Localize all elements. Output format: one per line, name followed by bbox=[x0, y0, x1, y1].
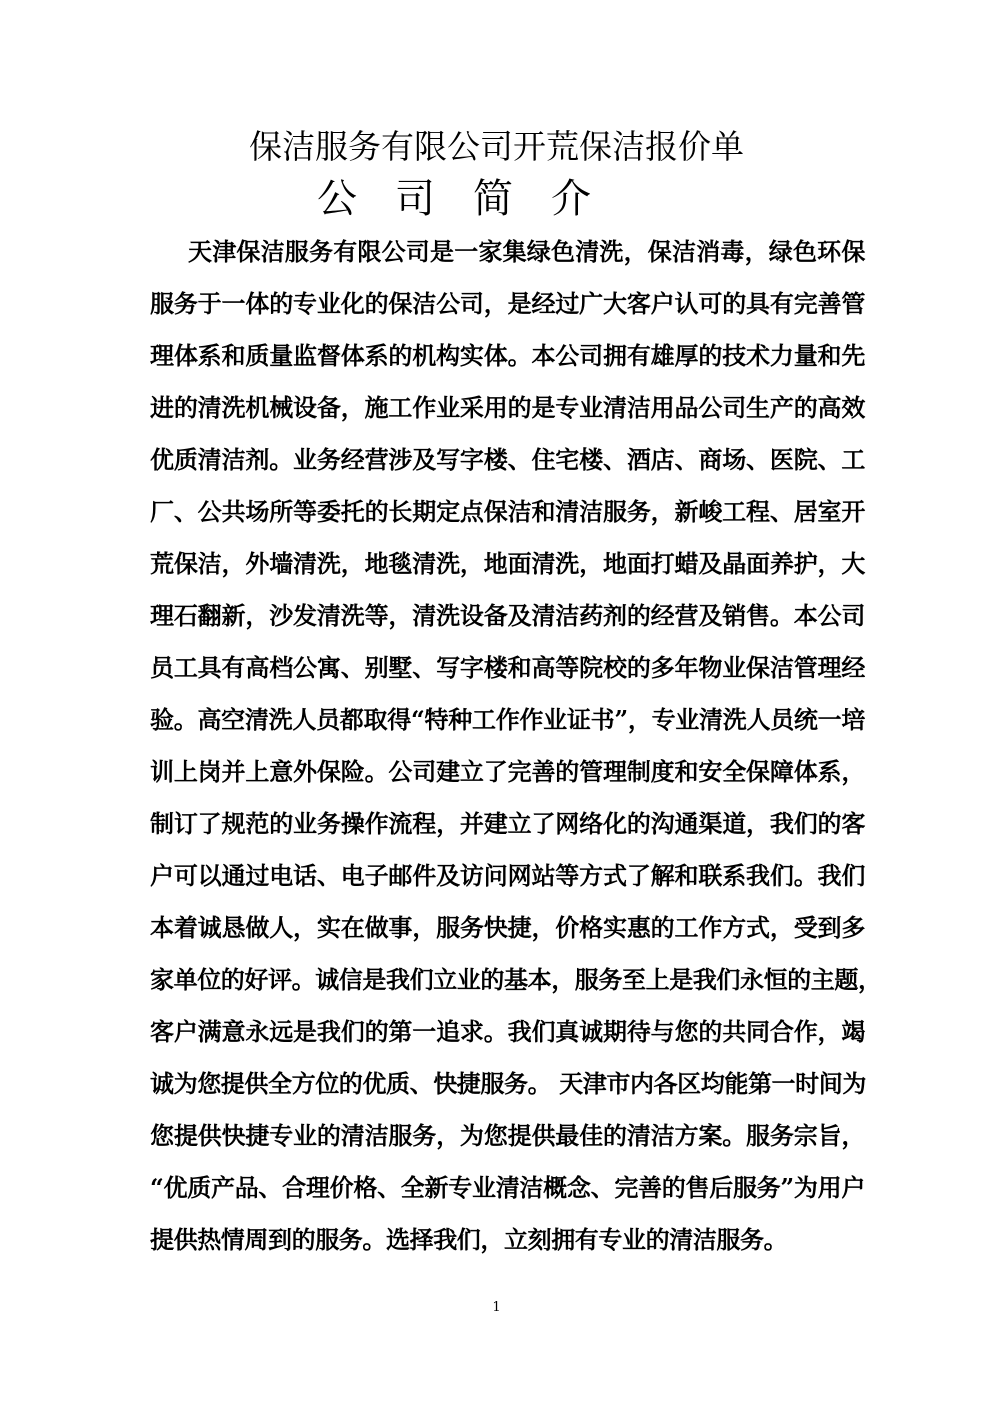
body-line: 理体系和质量监督体系的机构实体。本公司拥有雄厚的技术力量和先 bbox=[150, 341, 865, 370]
body-line: 诚为您提供全方位的优质、快捷服务。 天津市内各区均能第一时间为 bbox=[150, 1069, 866, 1098]
body-line: 荒保洁，外墙清洗，地毯清洗，地面清洗，地面打蜡及晶面养护，大 bbox=[150, 549, 865, 578]
body-line: “优质产品、合理价格、全新专业清洁概念、完善的售后服务”为用户 bbox=[150, 1173, 865, 1202]
body-line: 进的清洗机械设备，施工作业采用的是专业清洁用品公司生产的高效 bbox=[150, 393, 865, 422]
body-line: 天津保洁服务有限公司是一家集绿色清洗，保洁消毒，绿色环保 bbox=[188, 237, 865, 266]
page-number: 1 bbox=[492, 1300, 501, 1315]
body-line: 员工具有高档公寓、别墅、写字楼和高等院校的多年物业保洁管理经 bbox=[150, 653, 865, 682]
body-line: 制订了规范的业务操作流程，并建立了网络化的沟通渠道，我们的客 bbox=[150, 809, 865, 838]
body-line: 您提供快捷专业的清洁服务，为您提供最佳的清洁方案。服务宗旨， bbox=[150, 1121, 865, 1150]
body-line: 家单位的好评。诚信是我们立业的基本，服务至上是我们永恒的主题， bbox=[150, 965, 882, 994]
body-line: 提供热情周到的服务。选择我们，立刻拥有专业的清洁服务。 bbox=[150, 1225, 788, 1254]
body-line: 客户满意永远是我们的第一追求。我们真诚期待与您的共同合作，竭 bbox=[150, 1017, 865, 1046]
body-line: 户可以通过电话、电子邮件及访问网站等方式了解和联系我们。我们 bbox=[150, 861, 865, 890]
body-line: 理石翻新，沙发清洗等，清洗设备及清洁药剂的经营及销售。本公司 bbox=[150, 601, 865, 630]
body-line: 服务于一体的专业化的保洁公司，是经过广大客户认可的具有完善管 bbox=[150, 289, 865, 318]
body-line: 厂、公共场所等委托的长期定点保洁和清洁服务，新峻工程、居室开 bbox=[150, 497, 865, 526]
document-title: 保洁服务有限公司开荒保洁报价单 bbox=[249, 127, 744, 166]
body-line: 优质清洁剂。业务经营涉及写字楼、住宅楼、酒店、商场、医院、工 bbox=[150, 445, 865, 474]
section-heading: 公司简介 bbox=[317, 176, 629, 222]
body-line: 本着诚恳做人，实在做事，服务快捷，价格实惠的工作方式，受到多 bbox=[150, 913, 865, 942]
body-paragraph bbox=[150, 230, 882, 1270]
body-line: 训上岗并上意外保险。公司建立了完善的管理制度和安全保障体系， bbox=[150, 757, 865, 786]
body-line: 验。高空清洗人员都取得“特种工作作业证书”，专业清洗人员统一培 bbox=[150, 705, 865, 734]
